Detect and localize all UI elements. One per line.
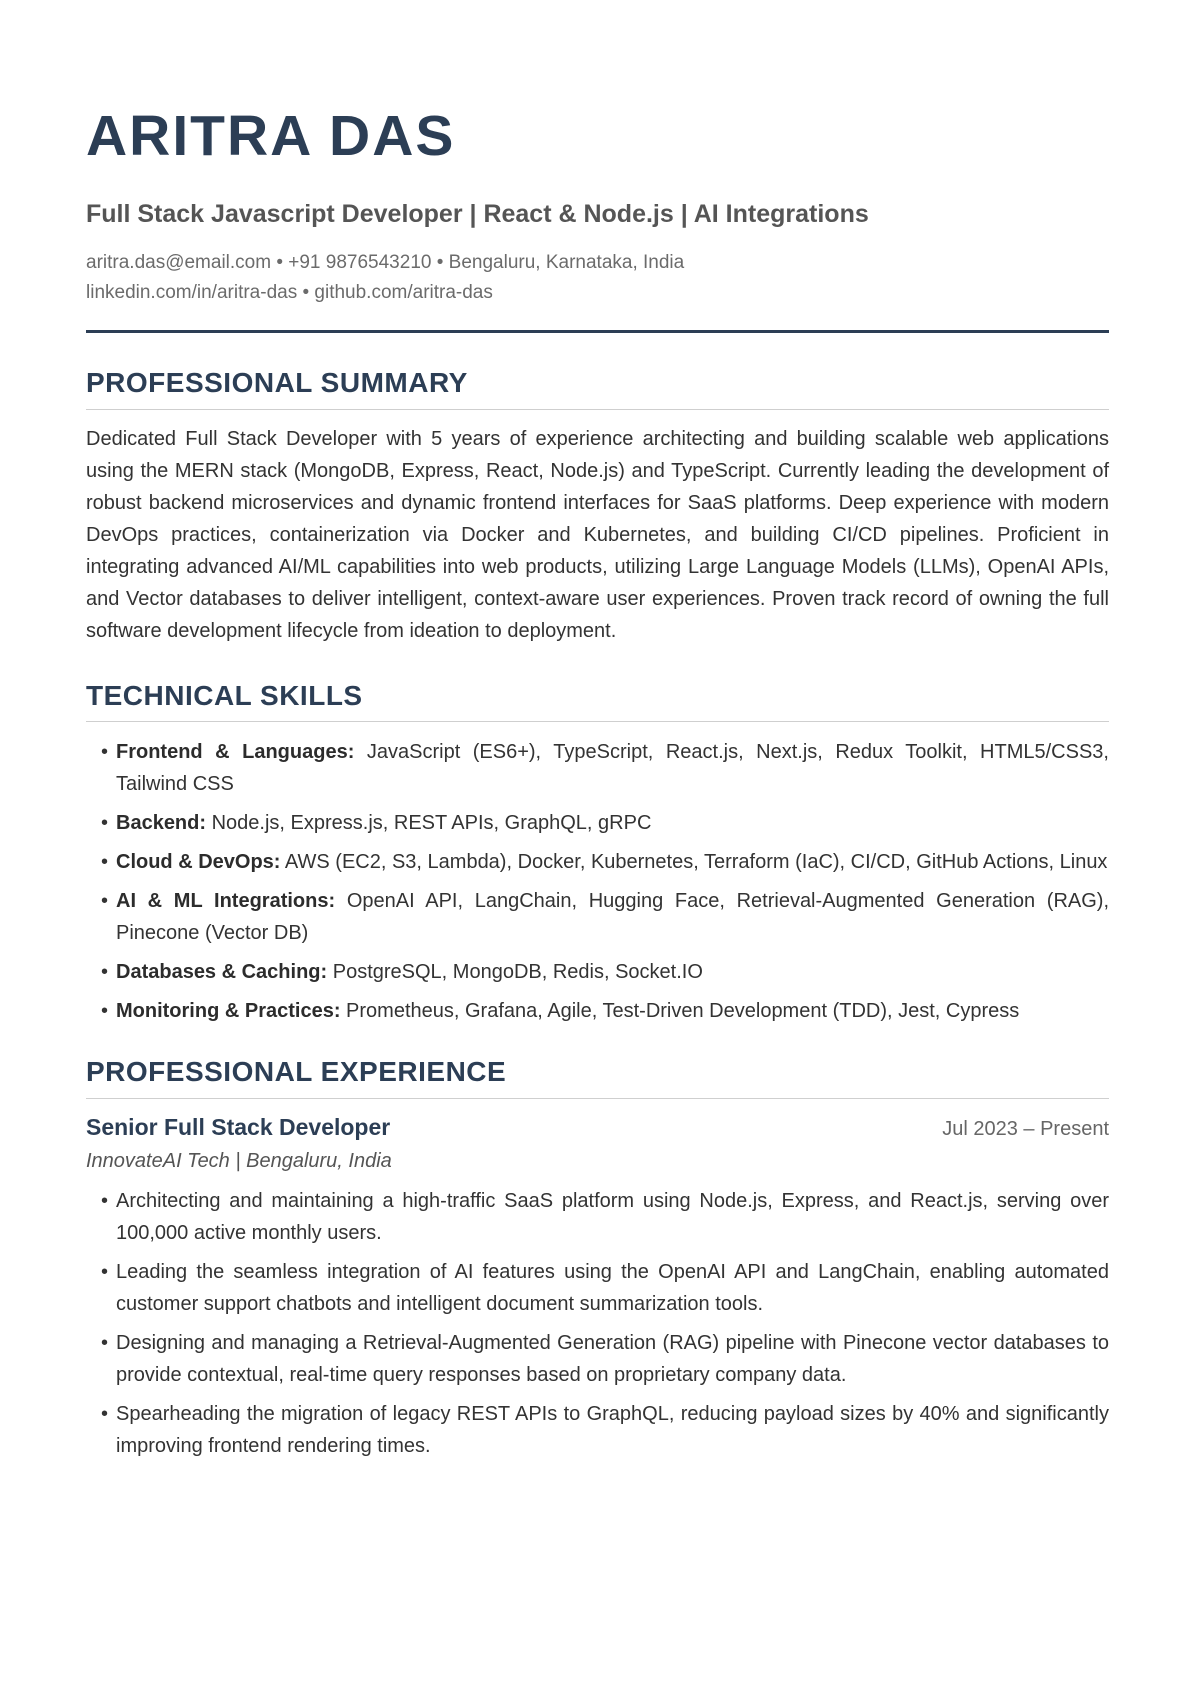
- bullet-icon: •: [101, 851, 109, 874]
- job-bullets: [86, 1185, 1109, 1462]
- summary-title: PROFESSIONAL SUMMARY: [86, 367, 468, 398]
- summary-section: [86, 366, 1109, 647]
- job-bullet-text: Designing and managing a Retrieval-Augmented Generation (RAG) pipeline with Pinecone vector databases to provide contextual, real-time query responses based on proprietary company data.: [116, 1331, 1109, 1386]
- section-divider: [86, 409, 1109, 410]
- skill-item: [86, 736, 1109, 800]
- header-divider: [86, 330, 1109, 333]
- job-dates: Jul 2023 – Present: [942, 1117, 1109, 1140]
- bullet-icon: •: [101, 1189, 109, 1212]
- skill-item: [86, 885, 1109, 949]
- job-bullet-text: Leading the seamless integration of AI features using the OpenAI API and LangChain, enabling automated customer support chatbots and intelligent document summarization tools.: [116, 1260, 1109, 1315]
- skill-item: [86, 956, 1109, 988]
- experience-title: PROFESSIONAL EXPERIENCE: [86, 1056, 507, 1088]
- bullet-icon: •: [101, 961, 109, 984]
- skill-item: [86, 846, 1109, 878]
- skill-value: JavaScript (ES6+), TypeScript, React.js, Next.js, Redux Toolkit, HTML5/CSS3, Tailwind CSS: [116, 741, 1109, 796]
- summary-text: Dedicated Full Stack Developer with 5 years of experience architecting and building scalable web applications using the MERN stack (MongoDB, Express, React, Node.js) and TypeScript. Currently leading the development of robust backend microservices and dynamic frontend interfaces for SaaS platforms. Deep experience with modern DevOps practices, containerization via Docker and Kubernetes, and building CI/CD pipelines. Proficient in integrating advanced AI/ML capabilities into web products, utilizing Large Language Models (LLMs), OpenAI APIs, and Vector databases to deliver intelligent, context-aware user experiences. Proven track record of owning the full software development lifecycle from ideation to deployment.: [86, 427, 1109, 642]
- skill-label: Frontend & Languages:: [116, 741, 355, 764]
- job-bullet: [86, 1398, 1109, 1462]
- skill-value: PostgreSQL, MongoDB, Redis, Socket.IO: [332, 961, 703, 984]
- bullet-icon: •: [101, 741, 109, 764]
- skill-label: Monitoring & Practices:: [116, 1000, 341, 1023]
- skill-item: [86, 807, 1109, 839]
- contact-line-2: linkedin.com/in/aritra-das • github.com/aritra-das: [86, 282, 493, 303]
- skill-label: Databases & Caching:: [116, 961, 328, 984]
- skill-value: Prometheus, Grafana, Agile, Test-Driven Development (TDD), Jest, Cypress: [346, 1000, 1020, 1023]
- skill-value: OpenAI API, LangChain, Hugging Face, Retrieval-Augmented Generation (RAG), Pinecone (Vector DB): [116, 890, 1110, 945]
- job-bullet-text: Architecting and maintaining a high-traffic SaaS platform using Node.js, Express, and React.js, serving over 100,000 active monthly users.: [116, 1189, 1109, 1244]
- skills-title: TECHNICAL SKILLS: [86, 679, 363, 711]
- experience-section: [86, 1055, 1109, 1462]
- job-bullet: [86, 1327, 1109, 1391]
- job-title: Senior Full Stack Developer: [86, 1113, 391, 1140]
- skill-label: AI & ML Integrations:: [116, 890, 336, 913]
- bullet-icon: •: [101, 812, 109, 835]
- bullet-icon: •: [101, 1331, 109, 1354]
- skill-label: Backend:: [116, 812, 207, 835]
- job-company: InnovateAI Tech | Bengaluru, India: [86, 1149, 392, 1172]
- job-bullet-text: Spearheading the migration of legacy REST APIs to GraphQL, reducing payload sizes by 40% and significantly improving frontend rendering times.: [116, 1402, 1109, 1457]
- skill-label: Cloud & DevOps:: [116, 851, 281, 874]
- bullet-icon: •: [101, 1000, 109, 1023]
- professional-headline: Full Stack Javascript Developer | React & Node.js | AI Integrations: [86, 200, 869, 228]
- skill-value: Node.js, Express.js, REST APIs, GraphQL, gRPC: [211, 812, 652, 835]
- contact-line-1: aritra.das@email.com • +91 9876543210 • Bengaluru, Karnataka, India: [86, 252, 685, 273]
- skills-list: [86, 736, 1109, 1027]
- bullet-icon: •: [101, 890, 109, 913]
- skill-item: [86, 995, 1109, 1027]
- contact-info: [86, 248, 1109, 308]
- section-divider: [86, 721, 1109, 722]
- job-bullet: [86, 1256, 1109, 1320]
- skill-value: AWS (EC2, S3, Lambda), Docker, Kubernetes, Terraform (IaC), CI/CD, GitHub Actions, Linux: [284, 851, 1108, 874]
- section-divider: [86, 1098, 1109, 1099]
- bullet-icon: •: [101, 1260, 109, 1283]
- job-entry: [86, 1114, 1109, 1462]
- job-header: [86, 1114, 1109, 1141]
- skills-section: [86, 679, 1109, 1028]
- job-bullet: [86, 1185, 1109, 1249]
- candidate-name: ARITRA DAS: [86, 104, 456, 168]
- bullet-icon: •: [101, 1402, 109, 1425]
